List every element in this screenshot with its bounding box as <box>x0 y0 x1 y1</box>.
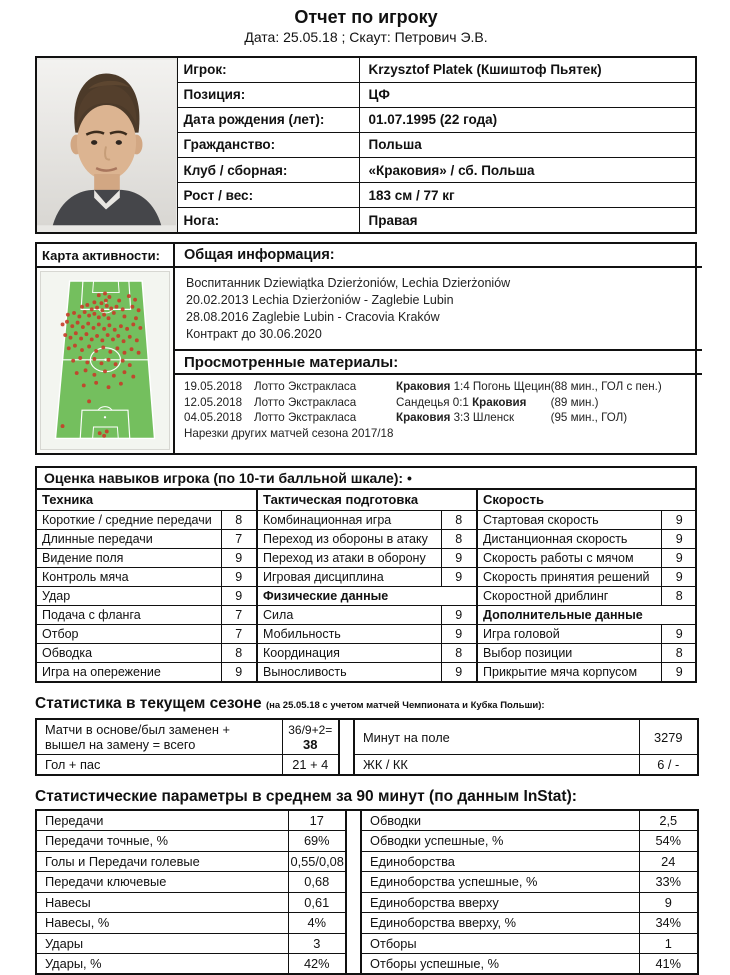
skill-label: Скорость работы с мячом <box>477 548 661 567</box>
skill-value: 9 <box>661 624 697 643</box>
stat-value: 24 <box>639 851 698 872</box>
skill-label: Игровая дисциплина <box>257 567 441 586</box>
skills-section <box>35 466 697 683</box>
per90-row <box>36 933 698 954</box>
skill-value: 9 <box>441 605 477 624</box>
match-league: Лотто Экстракласа <box>254 380 357 393</box>
stat-value: 1 <box>639 933 698 954</box>
pitch-card <box>40 271 170 450</box>
stat-label: Гол + пас <box>36 755 282 776</box>
stat-label: Единоборства успешные, % <box>361 872 639 893</box>
season-row <box>36 755 698 776</box>
per90-row <box>36 831 698 852</box>
career-history <box>175 268 702 351</box>
per90-row <box>36 872 698 893</box>
player-field-label: Нога: <box>177 208 359 233</box>
skill-label: Выносливость <box>257 662 441 681</box>
skill-row <box>37 548 697 567</box>
stat-label: Голы и Передачи голевые <box>36 851 288 872</box>
match-score: Краковия 1:4 Погонь Щецин <box>396 380 551 393</box>
skill-label: Мобильность <box>257 624 441 643</box>
matches-footer: Нарезки других матчей сезона 2017/18 <box>184 426 394 440</box>
stat-label: Единоборства <box>361 851 639 872</box>
skill-label: Подача с фланга <box>37 605 221 624</box>
match-row <box>184 410 693 426</box>
skill-value: 7 <box>221 605 257 624</box>
match-date: 19.05.2018 <box>184 380 243 393</box>
skill-label: Игра головой <box>477 624 661 643</box>
skill-value: 8 <box>661 643 697 662</box>
per90-row <box>36 892 698 913</box>
stat-label: Единоборства вверху <box>361 892 639 913</box>
season-row <box>36 719 698 755</box>
skills-subgroup-header: Дополнительные данные <box>477 605 697 624</box>
skill-row <box>37 510 697 529</box>
per90-row <box>36 954 698 975</box>
skill-value: 9 <box>221 567 257 586</box>
per90-table <box>35 809 699 975</box>
player-field-value: «Краковия» / сб. Польша <box>359 158 696 183</box>
skill-row <box>37 586 697 605</box>
skill-row <box>37 529 697 548</box>
skill-label: Выбор позиции <box>477 643 661 662</box>
stat-label: Удары, % <box>36 954 288 975</box>
skill-label: Скоростной дриблинг <box>477 586 661 605</box>
player-field-label: Дата рождения (лет): <box>177 107 359 132</box>
player-info-table <box>35 56 697 234</box>
skill-label: Игра на опережение <box>37 662 221 681</box>
per90-row <box>36 810 698 831</box>
stat-value: 9 <box>639 892 698 913</box>
skill-row <box>37 662 697 681</box>
stat-label: Минут на поле <box>354 719 639 755</box>
skill-label: Прикрытие мяча корпусом <box>477 662 661 681</box>
skill-value: 9 <box>441 662 477 681</box>
stat-label: Передачи <box>36 810 288 831</box>
skill-value: 9 <box>221 662 257 681</box>
career-line: 20.02.2013 Lechia Dzierżoniów - Zaglebie Lubin <box>186 293 454 307</box>
skills-title: Оценка навыков игрока (по 10-ти балльной шкале): • <box>37 468 695 490</box>
skill-label: Короткие / средние передачи <box>37 510 221 529</box>
stat-value: 0,55/0,08 <box>288 851 346 872</box>
skill-row <box>37 643 697 662</box>
player-field-label: Игрок: <box>177 57 359 82</box>
stat-value: 34% <box>639 913 698 934</box>
match-note: (89 мин.) <box>550 395 599 409</box>
activity-map-header: Карта активности: <box>37 244 173 268</box>
date-scout-line: Дата: 25.05.18 ; Скаут: Петрович Э.В. <box>244 29 488 45</box>
skills-group-header: Скорость <box>477 490 697 510</box>
table-gap-column <box>346 810 361 974</box>
skill-value: 9 <box>441 624 477 643</box>
match-league: Лотто Экстракласа <box>254 411 357 424</box>
general-info-header: Общая информация: <box>175 244 702 268</box>
stat-value: 69% <box>288 831 346 852</box>
skill-label: Контроль мяча <box>37 567 221 586</box>
season-stats-table <box>35 718 699 776</box>
player-field-label: Рост / вес: <box>177 183 359 208</box>
skill-value: 9 <box>661 529 697 548</box>
skill-value: 8 <box>441 643 477 662</box>
skill-value: 8 <box>441 510 477 529</box>
skill-label: Скорость принятия решений <box>477 567 661 586</box>
player-field-label: Гражданство: <box>177 132 359 157</box>
stat-value: 0,61 <box>288 892 346 913</box>
skill-label: Переход из атаки в оборону <box>257 548 441 567</box>
stat-label: Обводки <box>361 810 639 831</box>
skill-label: Дистанционная скорость <box>477 529 661 548</box>
skill-value: 9 <box>221 586 257 605</box>
materials-header: Просмотренные материалы: <box>175 351 702 375</box>
per90-row <box>36 913 698 934</box>
stat-value: 0,68 <box>288 872 346 893</box>
skill-label: Отбор <box>37 624 221 643</box>
skill-label: Переход из обороны в атаку <box>257 529 441 548</box>
skill-label: Комбинационная игра <box>257 510 441 529</box>
per90-row <box>36 851 698 872</box>
stat-value: 42% <box>288 954 346 975</box>
skill-value: 7 <box>221 529 257 548</box>
career-line: Контракт до 30.06.2020 <box>186 327 322 341</box>
activity-map-panel <box>37 244 175 453</box>
skill-value: 9 <box>661 662 697 681</box>
skill-value: 9 <box>221 548 257 567</box>
season-stats-note: (на 25.05.18 с учетом матчей Чемпионата и Кубка Польши): <box>265 700 545 711</box>
skill-label: Стартовая скорость <box>477 510 661 529</box>
skill-value: 8 <box>661 586 697 605</box>
stat-label: Отборы <box>361 933 639 954</box>
skill-value: 8 <box>441 529 477 548</box>
player-photo-image <box>37 58 176 227</box>
player-field-value: Krzysztof Platek (Кшиштоф Пьятек) <box>359 57 696 82</box>
activity-map <box>37 268 173 453</box>
match-score: Краковия 3:3 Шленск <box>396 411 515 424</box>
stat-label: Навесы <box>36 892 288 913</box>
skill-value: 9 <box>441 567 477 586</box>
skill-label: Сила <box>257 605 441 624</box>
career-line: 28.08.2016 Zaglebie Lubin - Cracovia Kraków <box>186 310 440 324</box>
player-field-value: Правая <box>359 208 696 233</box>
season-stats-title: Статистика в текущем сезоне (на 25.05.18 с учетом матчей Чемпионата и Кубка Польши): <box>35 695 545 712</box>
player-field-value: 183 см / 77 кг <box>359 183 696 208</box>
skill-value: 8 <box>221 643 257 662</box>
watched-matches-list <box>175 375 702 453</box>
skill-label: Обводка <box>37 643 221 662</box>
general-info-panel <box>175 244 702 453</box>
skills-group-header: Тактическая подготовка <box>257 490 477 510</box>
table-gap-column <box>339 719 354 775</box>
skill-value: 9 <box>661 548 697 567</box>
skill-row <box>37 567 697 586</box>
stat-label: ЖК / КК <box>354 755 639 776</box>
stat-value: 54% <box>639 831 698 852</box>
per90-title: Статистические параметры в среднем за 90 минут (по данным InStat): <box>35 788 577 805</box>
skill-value: 8 <box>221 510 257 529</box>
player-field-value: ЦФ <box>359 82 696 107</box>
stat-label: Отборы успешные, % <box>361 954 639 975</box>
skills-table <box>37 490 697 681</box>
match-row <box>184 395 693 411</box>
stat-value: 3 <box>288 933 346 954</box>
match-date: 04.05.2018 <box>184 411 243 424</box>
stat-value: 4% <box>288 913 346 934</box>
match-score: Сандецья 0:1 Краковия <box>396 395 527 409</box>
page-title: Отчет по игроку <box>294 7 438 27</box>
skill-value: 9 <box>441 548 477 567</box>
stat-label: Матчи в основе/был заменен + вышел на замену = всего <box>36 719 282 755</box>
stat-label: Передачи точные, % <box>36 831 288 852</box>
player-field-label: Клуб / сборная: <box>177 158 359 183</box>
stat-value: 36/9+2= 38 <box>282 719 339 755</box>
match-league: Лотто Экстракласа <box>254 395 357 409</box>
skills-subgroup-header: Физические данные <box>257 586 477 605</box>
stat-value: 2,5 <box>639 810 698 831</box>
skill-row <box>37 605 697 624</box>
skill-label: Удар <box>37 586 221 605</box>
career-line: Воспитанник Dziewiątka Dzierżoniów, Lechia Dzierżoniów <box>186 276 511 290</box>
activity-section <box>35 242 697 455</box>
player-field-label: Позиция: <box>177 82 359 107</box>
skill-value: 9 <box>661 510 697 529</box>
stat-value: 3279 <box>639 719 698 755</box>
skills-header-row <box>37 490 697 510</box>
skill-label: Координация <box>257 643 441 662</box>
pitch-image <box>43 274 167 442</box>
stat-value: 21 + 4 <box>282 755 339 776</box>
stat-value: 17 <box>288 810 346 831</box>
skill-label: Видение поля <box>37 548 221 567</box>
stat-label: Обводки успешные, % <box>361 831 639 852</box>
skill-label: Длинные передачи <box>37 529 221 548</box>
match-date: 12.05.2018 <box>184 395 243 409</box>
player-field-value: Польша <box>359 132 696 157</box>
stat-label: Удары <box>36 933 288 954</box>
skill-row <box>37 624 697 643</box>
stat-label: Передачи ключевые <box>36 872 288 893</box>
table-row <box>36 57 696 82</box>
player-field-value: 01.07.1995 (22 года) <box>359 107 696 132</box>
match-note: (88 мин., ГОЛ с пен.) <box>550 380 662 393</box>
stat-value: 6 / - <box>639 755 698 776</box>
match-row <box>184 379 693 395</box>
stat-value: 41% <box>639 954 698 975</box>
player-photo <box>36 57 177 233</box>
stat-label: Единоборства вверху, % <box>361 913 639 934</box>
skills-group-header: Техника <box>37 490 257 510</box>
stat-value: 33% <box>639 872 698 893</box>
stat-label: Навесы, % <box>36 913 288 934</box>
match-note: (95 мин., ГОЛ) <box>550 411 628 424</box>
skill-value: 7 <box>221 624 257 643</box>
skill-value: 9 <box>661 567 697 586</box>
